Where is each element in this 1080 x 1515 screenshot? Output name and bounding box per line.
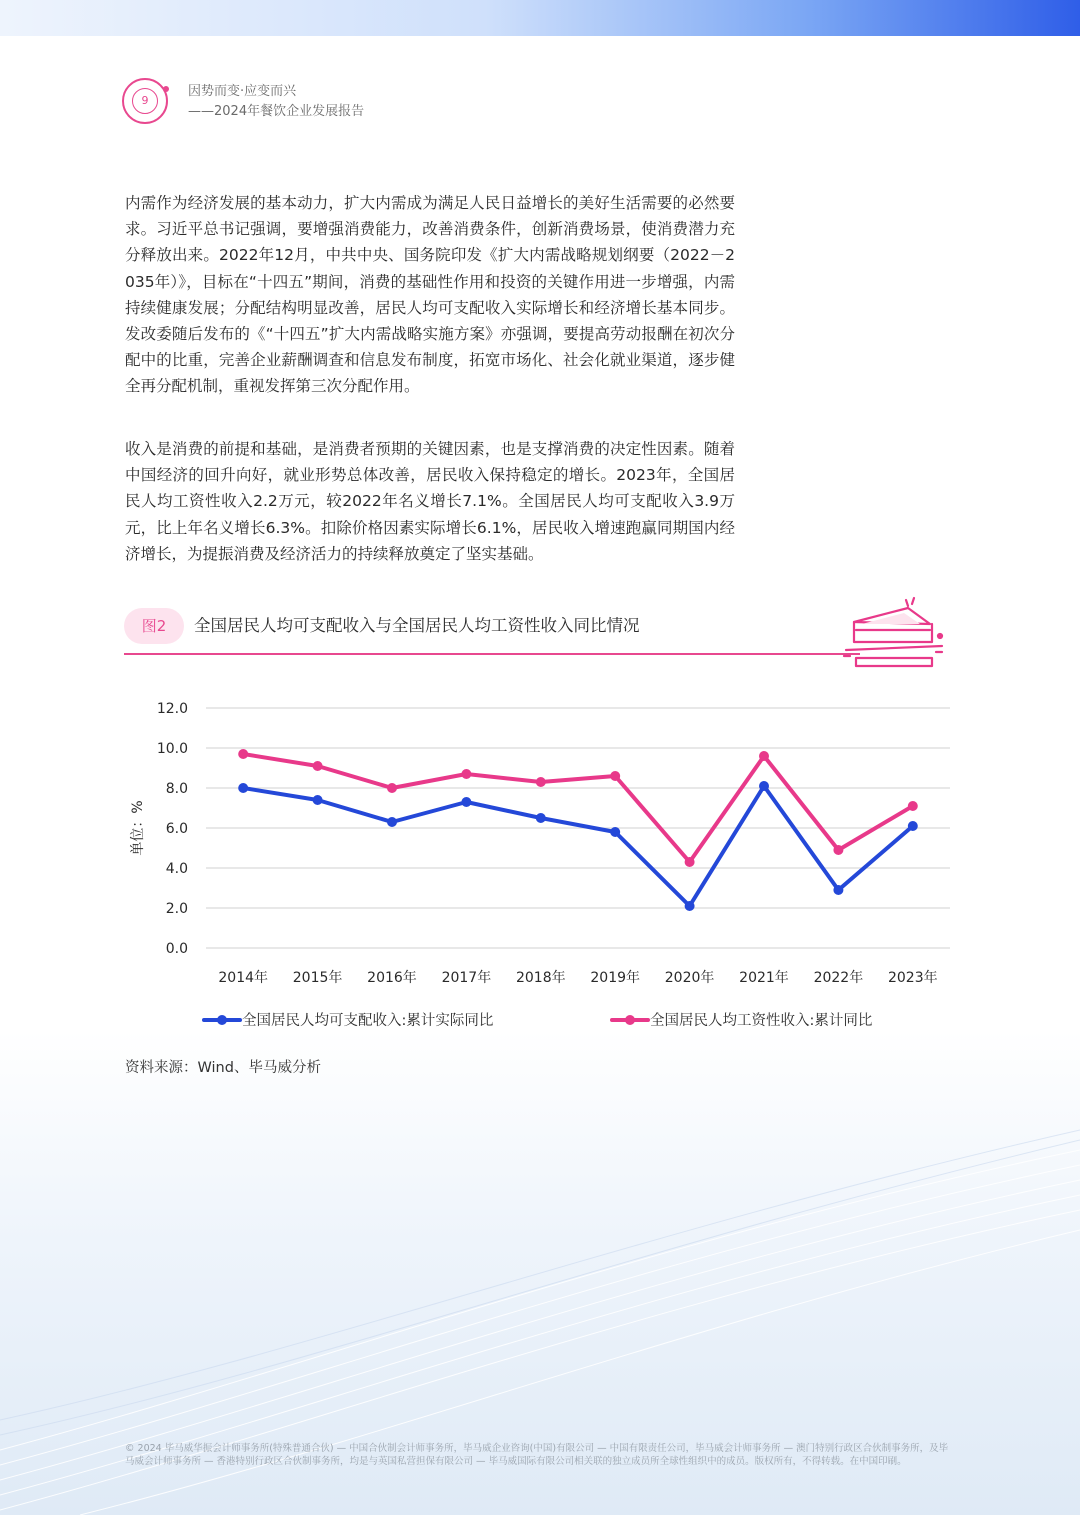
figure-title (124, 608, 864, 648)
data-point (238, 783, 248, 793)
data-point (387, 817, 397, 827)
y-tick-label: 10.0 (156, 741, 188, 757)
page-number: 9 (132, 88, 158, 114)
report-title-line2: ——2024年餐饮企业发展报告 (188, 104, 365, 119)
page-number-badge (122, 78, 168, 124)
figure-caption: 全国居民人均可支配收入与全国居民人均工资性收入同比情况 (194, 616, 640, 635)
report-title (188, 82, 364, 122)
y-tick-label: 0.0 (165, 941, 188, 957)
x-tick-label: 2023年 (887, 970, 938, 986)
data-point (908, 801, 918, 811)
cake-icon (842, 594, 946, 674)
data-point (387, 783, 397, 793)
x-tick-label: 2022年 (813, 970, 864, 986)
data-point (238, 749, 248, 759)
y-tick-label: 12.0 (156, 701, 188, 717)
data-point (759, 751, 769, 761)
line-chart (120, 680, 960, 1050)
legend-label: 全国居民人均工资性收入:累计同比 (650, 1013, 873, 1029)
data-point (610, 827, 620, 837)
figure-divider (124, 653, 860, 655)
data-point (536, 777, 546, 787)
data-point (759, 781, 769, 791)
legend-marker (625, 1015, 635, 1025)
data-point (908, 821, 918, 831)
legend-label: 全国居民人均可支配收入:累计实际同比 (242, 1013, 494, 1029)
data-point (461, 797, 471, 807)
copyright-footer: © 2024 毕马威华振会计师事务所(特殊普通合伙) — 中国合伙制会计师事务所，毕马威企业咨询(中国)有限公司 — 中国有限责任公司，毕马威会计师事务所 — 澳门特别行政区合伙制事务所，及毕马威会计师事务所 — 香港特别行政区合伙制事务所，均是与英国私营担保有限公司 — 毕马威国际有限公司相关联的独立成员所全球性组织中的成员。版权所有，不得转载。在中国印刷。 (125, 1443, 949, 1467)
data-point (610, 771, 620, 781)
series-line (243, 786, 913, 906)
y-axis-label: 单位：% (130, 800, 146, 856)
badge-dot-icon (163, 86, 169, 92)
data-point (685, 901, 695, 911)
report-title-line1: 因势而变·应变而兴 (188, 84, 297, 99)
x-tick-label: 2017年 (441, 970, 492, 986)
data-point (833, 845, 843, 855)
body-paragraph-2: 收入是消费的前提和基础，是消费者预期的关键因素，也是支撑消费的决定性因素。随着中国经济的回升向好，就业形势总体改善，居民收入保持稳定的增长。2023年，全国居民人均工资性收入2.2万元，较2022年名义增长7.1%。全国居民人均可支配收入3.9万元，比上年名义增长6.3%。扣除价格因素实际增长6.1%，居民收入增速跑赢同期国内经济增长，为提振消费及经济活力的持续释放奠定了坚实基础。 (125, 440, 735, 563)
top-banner (0, 0, 1080, 36)
data-source: 资料来源：Wind、毕马威分析 (125, 1060, 321, 1076)
body-paragraph-1: 内需作为经济发展的基本动力，扩大内需成为满足人民日益增长的美好生活需要的必然要求。习近平总书记强调，要增强消费能力，改善消费条件，创新消费场景，使消费潜力充分释放出来。2022年12月，中共中央、国务院印发《扩大内需战略规划纲要（2022－2035年）》，目标在“十四五”期间，消费的基础性作用和投资的关键作用进一步增强，内需持续健康发展；分配结构明显改善，居民人均可支配收入实际增长和经济增长基本同步。发改委随后发布的《“十四五”扩大内需战略实施方案》亦强调，要提高劳动报酬在初次分配中的比重，完善企业薪酬调查和信息发布制度，拓宽市场化、社会化就业渠道，逐步健全再分配机制，重视发挥第三次分配作用。 (125, 194, 735, 396)
x-tick-label: 2016年 (367, 970, 417, 986)
figure-badge: 图2 (124, 608, 184, 644)
data-point (833, 885, 843, 895)
x-tick-label: 2020年 (664, 970, 715, 986)
legend-marker (217, 1015, 227, 1025)
x-tick-label: 2019年 (590, 970, 641, 986)
data-point (536, 813, 546, 823)
x-tick-label: 2015年 (292, 970, 343, 986)
data-point (461, 769, 471, 779)
data-point (313, 795, 323, 805)
x-tick-label: 2021年 (739, 970, 789, 986)
data-point (685, 857, 695, 867)
y-tick-label: 8.0 (165, 781, 188, 797)
y-tick-label: 4.0 (165, 861, 188, 877)
y-tick-label: 6.0 (165, 821, 188, 837)
x-tick-label: 2014年 (218, 970, 269, 986)
data-point (313, 761, 323, 771)
x-tick-label: 2018年 (515, 970, 566, 986)
y-tick-label: 2.0 (165, 901, 188, 917)
